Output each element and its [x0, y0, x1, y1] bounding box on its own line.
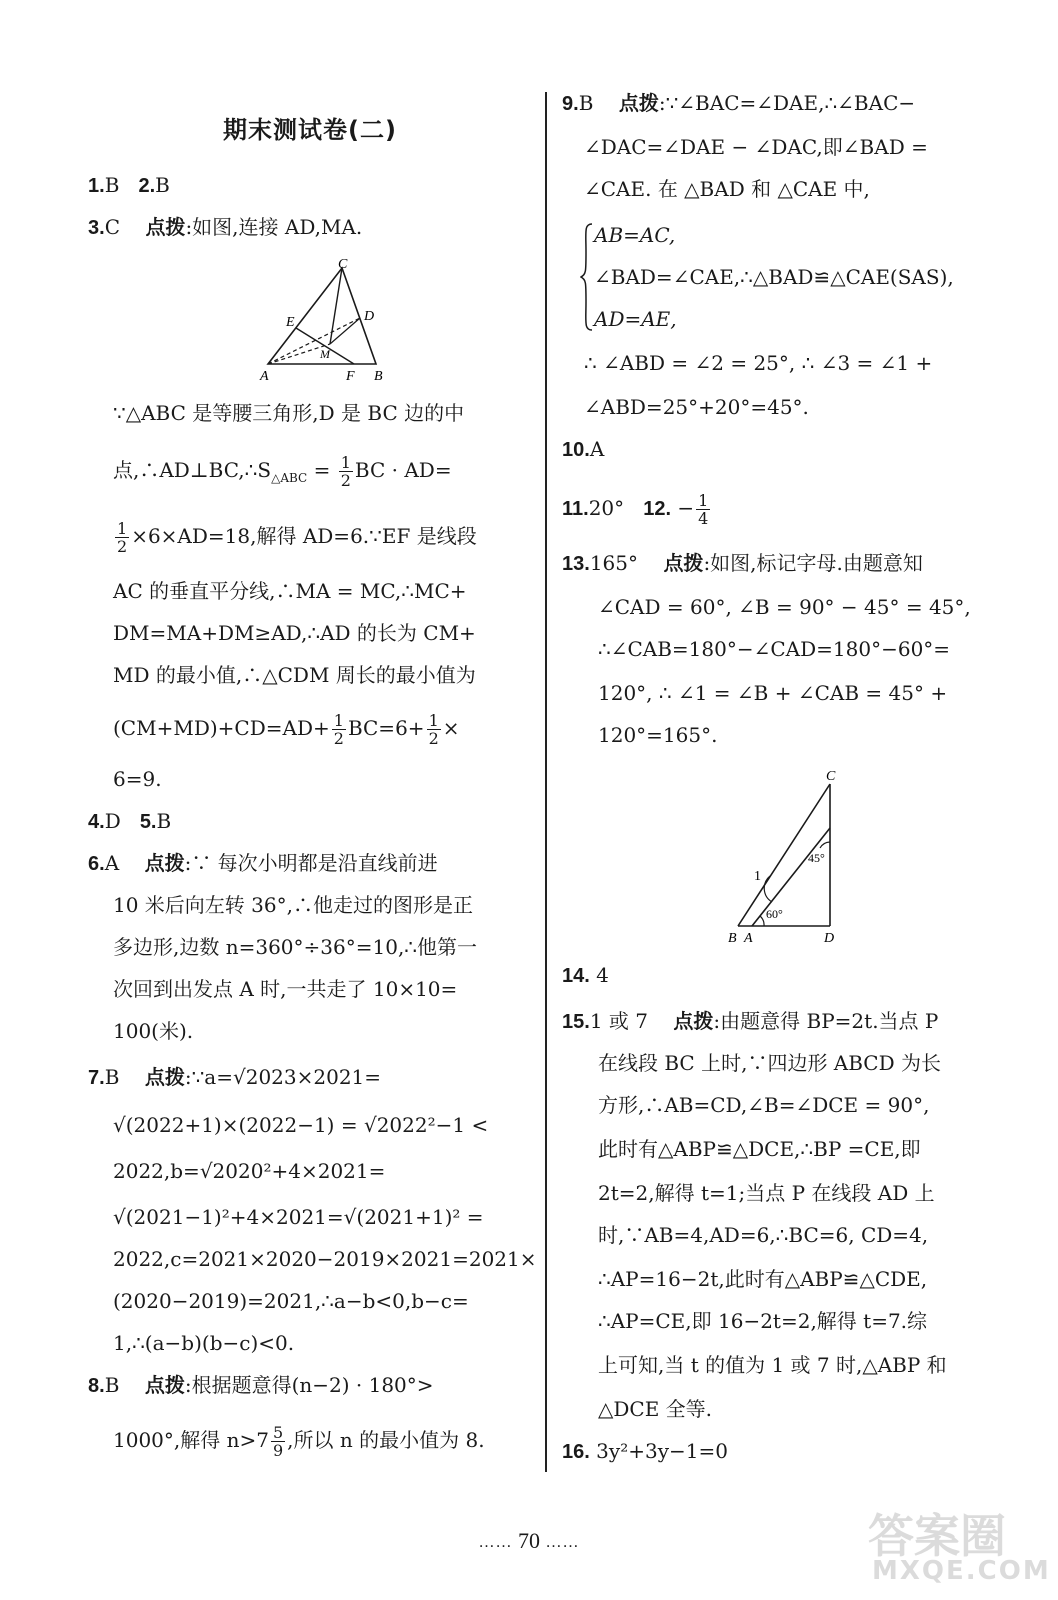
answer-16: [562, 1438, 728, 1465]
q9-number: 9.: [562, 93, 579, 115]
fraction-half: $\frac{1}{2}$: [333, 711, 344, 748]
label-a: A: [744, 931, 753, 946]
q2-number: 2.: [138, 175, 156, 197]
q11-number: 11.: [562, 498, 589, 520]
q15-line-10: △DCE 全等.: [598, 1397, 713, 1421]
q4-number: 4.: [88, 811, 105, 833]
answer-15: [562, 1008, 938, 1035]
tip-label: 点拨: [144, 851, 185, 875]
label-b: B: [374, 369, 383, 384]
q7-line-3: 2022,b=√2020²+4×2021=: [113, 1159, 386, 1183]
q12-sign: −: [677, 496, 695, 520]
tip-label: 点拨: [145, 215, 186, 239]
q15-line-8: ∴AP=CE,即 16−2t=2,解得 t=7.综: [598, 1309, 928, 1333]
answer-9: [562, 90, 915, 117]
q9-system-1: AB=AC,: [594, 223, 676, 247]
q8-number: 8.: [88, 1375, 105, 1397]
q3-line-8: 6=9.: [113, 767, 162, 791]
q3-answer: C: [104, 215, 120, 239]
q3-line-6: MD 的最小值,∴△CDM 周长的最小值为: [113, 663, 476, 687]
q11-answer: 20°: [588, 496, 625, 520]
q8-line-2a: 1000°,解得 n>7: [113, 1428, 269, 1452]
q3-line-7: [113, 712, 460, 747]
answer-8: [88, 1372, 434, 1399]
tip-label: 点拨: [663, 551, 704, 575]
q6-line-3: 多边形,边数 n=360°÷36°=10,∴他第一: [113, 935, 478, 959]
answer-11-12: [562, 492, 712, 527]
q10-answer: A: [589, 437, 605, 461]
q7-line-6: (2020−2019)=2021,∴a−b<0,b−c=: [113, 1289, 469, 1313]
line-md: [330, 318, 360, 344]
q15-answer: 1 或 7: [589, 1009, 648, 1033]
q13-line-4: 120°, ∴ ∠1 = ∠B + ∠CAB = 45° +: [598, 681, 948, 705]
q5-answer: B: [156, 809, 172, 833]
label-c: C: [826, 769, 836, 784]
q9-system-3: AD=AE,: [594, 307, 677, 331]
angle-45-arc: [820, 842, 830, 848]
line-a: [752, 828, 830, 926]
q13-line-3: ∴∠CAB=180°−∠CAD=180°−60°=: [598, 637, 951, 661]
label-1: 1: [754, 869, 761, 884]
footer-dots-left: ……: [478, 1533, 513, 1551]
q3-line-2c: BC · AD=: [354, 458, 452, 482]
answer-6: [88, 850, 438, 877]
q15-line-4: 此时有△ABP≌△DCE,∴BP =CE,即: [598, 1137, 921, 1161]
q3-line-5: DM=MA+DM≥AD,∴AD 的长为 CM+: [113, 621, 476, 645]
page-title: 期末测试卷(二): [223, 116, 397, 144]
q3-line-7b: BC=6+: [347, 716, 425, 740]
line-ad: [268, 318, 360, 364]
q4-answer: D: [104, 809, 121, 833]
q9-tip: :∵∠BAC=∠DAE,∴∠BAC−: [658, 91, 916, 115]
q3-subscript: △ABC: [271, 471, 308, 485]
label-e: E: [286, 315, 295, 330]
angle-60-arc: [760, 916, 764, 926]
answer-13: [562, 550, 923, 577]
q7-line-7: 1,∴(a−b)(b−c)<0.: [113, 1331, 295, 1355]
label-f: F: [346, 369, 355, 384]
triangle-figure-1: [256, 256, 396, 386]
q3-line-3: [113, 520, 477, 555]
answer-7: [88, 1064, 381, 1091]
q15-line-7: ∴AP=16−2t,此时有△ABP≌△CDE,: [598, 1267, 928, 1291]
q6-line-4: 次回到出发点 A 时,一共走了 10×10=: [113, 977, 458, 1001]
watermark-logo: [868, 1500, 1051, 1595]
q16-answer: 3y²+3y−1=0: [596, 1439, 728, 1463]
label-a: A: [260, 369, 269, 384]
page-number: 70: [518, 1528, 540, 1553]
tip-label: 点拨: [144, 1373, 185, 1397]
q15-line-3: 方形,∴AB=CD,∠B=∠DCE = 90°,: [598, 1093, 930, 1117]
watermark-line-1: 答案圈: [868, 1509, 1006, 1563]
q13-number: 13.: [562, 553, 590, 575]
q3-number: 3.: [88, 217, 105, 239]
q15-line-5: 2t=2,解得 t=1;当点 P 在线段 AD 上: [598, 1181, 935, 1205]
q8-answer: B: [104, 1373, 120, 1397]
label-c: C: [338, 257, 348, 272]
q2-answer: B: [155, 173, 170, 197]
label-b: B: [728, 931, 737, 946]
q13-line-2: ∠CAD = 60°, ∠B = 90° − 45° = 45°,: [598, 595, 971, 619]
q13-line-5: 120°=165°.: [598, 723, 718, 747]
answer-3: [88, 214, 362, 241]
q12-number: 12.: [643, 498, 672, 520]
q15-number: 15.: [562, 1011, 590, 1033]
fraction-half: $\frac{1}{2}$: [428, 711, 439, 748]
q3-line-3b: ×6×AD=18,解得 AD=6.∵EF 是线段: [131, 524, 477, 548]
q1-number: 1.: [88, 175, 105, 197]
q7-line-4: √(2021−1)²+4×2021=√(2021+1)² =: [113, 1205, 484, 1229]
q13-tip: :如图,标记字母.由题意知: [703, 551, 923, 575]
q15-line-6: 时,∵AB=4,AD=6,∴BC=6, CD=4,: [598, 1223, 929, 1247]
q8-line-2: [113, 1424, 485, 1459]
q7-answer: B: [104, 1065, 120, 1089]
q7-number: 7.: [88, 1067, 105, 1089]
q9-system-2: ∠BAD=∠CAE,∴△BAD≌△CAE(SAS),: [594, 265, 954, 289]
q14-number: 14.: [562, 965, 590, 987]
q3-line-1: ∵△ABC 是等腰三角形,D 是 BC 边的中: [113, 401, 465, 425]
q3-line-2b: =: [307, 458, 337, 482]
fraction-quarter: $\frac{1}{4}$: [698, 491, 709, 528]
q6-line-2: 10 米后向左转 36°,∴他走过的图形是正: [113, 893, 473, 917]
q9-line-8: ∠ABD=25°+20°=45°.: [584, 395, 809, 419]
q7-tip: :∵a=√2023×2021=: [184, 1065, 382, 1089]
q9-line-2: ∠DAC=∠DAE − ∠DAC,即∠BAD =: [584, 135, 928, 159]
q8-tip: :根据题意得(n−2) · 180°>: [184, 1373, 434, 1397]
fraction-half: $\frac{1}{2}$: [340, 453, 351, 490]
tip-label: 点拨: [673, 1009, 714, 1033]
system-brace: [580, 222, 594, 332]
q5-number: 5.: [139, 811, 157, 833]
q3-line-2: [113, 454, 452, 491]
q3-line-2a: 点,∴AD⊥BC,∴S: [113, 458, 272, 482]
answer-14: [562, 962, 609, 989]
fraction-half: $\frac{1}{2}$: [117, 519, 128, 556]
tip-label: 点拨: [144, 1065, 185, 1089]
q14-answer: 4: [596, 963, 609, 987]
q6-line-5: 100(米).: [113, 1019, 194, 1043]
q9-answer: B: [578, 91, 594, 115]
q15-line-9: 上可知,当 t 的值为 1 或 7 时,△ABP 和: [598, 1353, 947, 1377]
q3-line-4: AC 的垂直平分线,∴MA = MC,∴MC+: [113, 579, 467, 603]
column-divider: [545, 92, 547, 1472]
watermark-line-2: MXQE.COM: [872, 1556, 1051, 1586]
q13-answer: 165°: [589, 551, 638, 575]
q15-tip: :由题意得 BP=2t.当点 P: [713, 1009, 939, 1033]
q3-line-7a: (CM+MD)+CD=AD+: [113, 716, 330, 740]
answer-4-5: [88, 808, 171, 835]
q6-answer: A: [104, 851, 120, 875]
q6-number: 6.: [88, 853, 105, 875]
q16-number: 16.: [562, 1441, 590, 1463]
tip-label: 点拨: [618, 91, 659, 115]
triangle-figure-2: [724, 764, 854, 949]
label-45: 45°: [808, 851, 825, 865]
q15-line-2: 在线段 BC 上时,∵四边形 ABCD 为长: [598, 1051, 942, 1075]
label-60: 60°: [766, 907, 783, 921]
q10-number: 10.: [562, 439, 590, 461]
answer-1-2: [88, 172, 170, 199]
fraction-five-ninths: $\frac{5}{9}$: [272, 1423, 284, 1460]
label-m: M: [320, 347, 330, 361]
label-d: D: [824, 931, 835, 946]
q6-tip: :∵ 每次小明都是沿直线前进: [184, 851, 438, 875]
q3-tip: :如图,连接 AD,MA.: [185, 215, 363, 239]
q9-line-3: ∠CAE. 在 △BAD 和 △CAE 中,: [584, 177, 870, 201]
footer-dots-right: ……: [545, 1533, 580, 1551]
q3-line-7c: ×: [442, 716, 460, 740]
q7-line-5: 2022,c=2021×2020−2019×2021=2021×: [113, 1247, 537, 1271]
q1-answer: B: [104, 173, 120, 197]
q7-line-2: √(2022+1)×(2022−1) = √2022²−1 <: [113, 1113, 489, 1137]
q9-line-7: ∴ ∠ABD = ∠2 = 25°, ∴ ∠3 = ∠1 +: [584, 351, 933, 375]
answer-10: [562, 436, 604, 463]
q8-line-2b: ,所以 n 的最小值为 8.: [287, 1428, 485, 1452]
label-d: D: [364, 309, 375, 324]
